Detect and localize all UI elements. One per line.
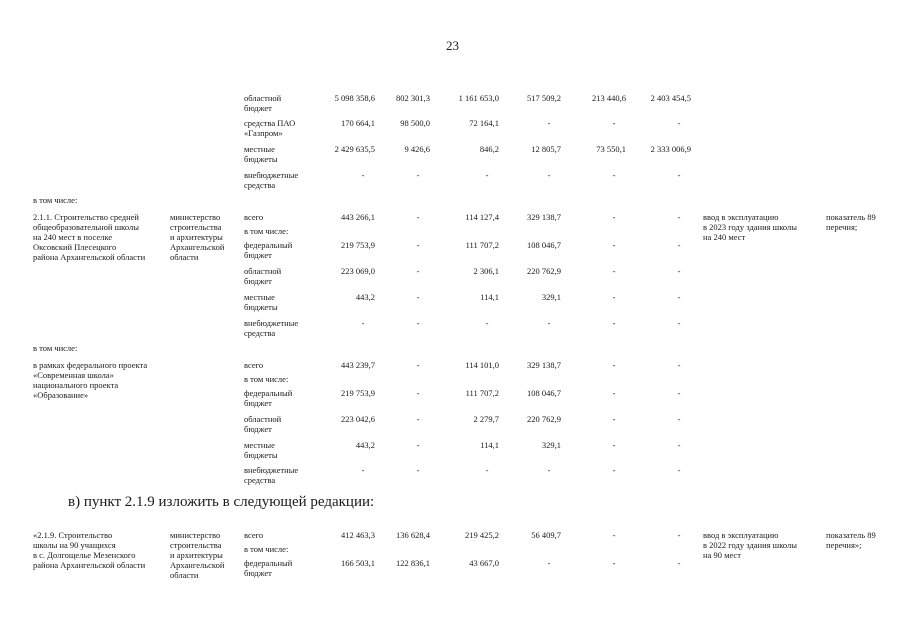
executor: министерство: [170, 212, 221, 222]
funding-source: бюджеты: [244, 302, 278, 312]
result: на 240 мест: [703, 232, 746, 242]
value-2023-cell: 2 333 006,9: [650, 144, 691, 154]
value-2020-cell: 43 667,0: [469, 558, 499, 568]
funding-source: средства: [244, 328, 276, 338]
value-2023-cell: -: [677, 292, 681, 302]
funding-source: бюджет: [244, 250, 272, 260]
value-2019-cell: -: [416, 212, 420, 222]
value-2019-cell: -: [416, 440, 420, 450]
value-2022-cell: -: [612, 318, 616, 328]
total-value-cell: 219 753,9: [341, 388, 375, 398]
funding-source: всего: [244, 530, 264, 540]
indicator: перечня;: [826, 222, 858, 232]
measure-name: района Архангельской области: [33, 252, 146, 262]
result: на 90 мест: [703, 550, 741, 560]
total-value-cell: 223 042,6: [341, 414, 375, 424]
value-2022-cell: -: [612, 212, 616, 222]
total-value-cell: 223 069,0: [341, 266, 375, 276]
value-2020-cell: 219 425,2: [465, 530, 499, 540]
total-value-cell: -: [361, 318, 365, 328]
value-2020-cell: 111 707,2: [465, 240, 499, 250]
funding-source: областной: [244, 414, 282, 424]
section-heading: в) пункт 2.1.9 изложить в следующей редакции:: [68, 494, 375, 510]
value-2019-cell: 802 301,3: [396, 93, 430, 103]
funding-source: средства: [244, 475, 276, 485]
total-value-cell: -: [361, 465, 365, 475]
value-2020-cell: 846,2: [479, 144, 499, 154]
value-2023-cell: -: [677, 558, 681, 568]
value-2021-cell: 517 509,2: [527, 93, 561, 103]
value-2021-cell: 108 046,7: [527, 388, 561, 398]
total-value-cell: 219 753,9: [341, 240, 375, 250]
value-2019-cell: -: [416, 318, 420, 328]
value-2019-cell: -: [416, 360, 420, 370]
in-total-label: в том числе:: [33, 343, 78, 353]
funding-source: «Газпром»: [244, 128, 283, 138]
executor: области: [170, 252, 199, 262]
indicator: показатель 89: [826, 530, 876, 540]
value-2021-cell: 56 409,7: [531, 530, 561, 540]
funding-source: в том числе:: [244, 544, 289, 554]
value-2020-cell: 1 161 653,0: [458, 93, 499, 103]
funding-source: бюджет: [244, 276, 272, 286]
funding-source: внебюджетные: [244, 318, 299, 328]
funding-source: областной: [244, 266, 282, 276]
executor: Архангельской: [170, 560, 225, 570]
measure-name: 2.1.1. Строительство средней: [33, 212, 139, 222]
value-2021-cell: -: [547, 118, 551, 128]
total-value-cell: -: [361, 170, 365, 180]
project-name: «Современная школа»: [33, 370, 114, 380]
value-2022-cell: -: [612, 292, 616, 302]
funding-source: областной: [244, 93, 282, 103]
value-2021-cell: -: [547, 170, 551, 180]
funding-source: средства: [244, 180, 276, 190]
funding-source: бюджет: [244, 103, 272, 113]
value-2020-cell: 2 306,1: [473, 266, 499, 276]
value-2023-cell: -: [677, 388, 681, 398]
value-2020-cell: 114 101,0: [465, 360, 499, 370]
value-2019-cell: 98 500,0: [400, 118, 430, 128]
executor: и архитектуры: [170, 550, 223, 560]
measure-name: района Архангельской области: [33, 560, 146, 570]
value-2023-cell: -: [677, 212, 681, 222]
value-2019-cell: 122 836,1: [396, 558, 430, 568]
total-value-cell: 2 429 635,5: [334, 144, 375, 154]
result: в 2023 году здания школы: [703, 222, 798, 232]
value-2023-cell: -: [677, 240, 681, 250]
total-value-cell: 170 664,1: [341, 118, 375, 128]
value-2022-cell: -: [612, 530, 616, 540]
value-2021-cell: -: [547, 465, 551, 475]
value-2020-cell: 114 127,4: [465, 212, 499, 222]
value-2022-cell: -: [612, 388, 616, 398]
value-2020-cell: 111 707,2: [465, 388, 499, 398]
measure-name: «2.1.9. Строительство: [33, 530, 113, 540]
total-value-cell: 412 463,3: [341, 530, 375, 540]
funding-source: внебюджетные: [244, 170, 299, 180]
funding-source: местные: [244, 440, 275, 450]
funding-source: всего: [244, 360, 264, 370]
value-2023-cell: -: [677, 266, 681, 276]
value-2022-cell: -: [612, 414, 616, 424]
result: ввод в эксплуатацию: [703, 530, 779, 540]
value-2020-cell: -: [485, 170, 489, 180]
indicator: показатель 89: [826, 212, 876, 222]
total-value-cell: 443 239,7: [341, 360, 375, 370]
funding-source: федеральный: [244, 388, 293, 398]
in-total-label: в том числе:: [33, 195, 78, 205]
value-2022-cell: -: [612, 240, 616, 250]
value-2019-cell: 9 426,6: [404, 144, 430, 154]
value-2019-cell: -: [416, 266, 420, 276]
value-2019-cell: -: [416, 414, 420, 424]
executor: и архитектуры: [170, 232, 223, 242]
value-2021-cell: -: [547, 318, 551, 328]
value-2022-cell: -: [612, 440, 616, 450]
value-2023-cell: -: [677, 414, 681, 424]
value-2023-cell: -: [677, 170, 681, 180]
funding-source: средства ПАО: [244, 118, 296, 128]
value-2023-cell: -: [677, 118, 681, 128]
value-2021-cell: 12 805,7: [531, 144, 561, 154]
value-2021-cell: 329 138,7: [527, 360, 561, 370]
value-2023-cell: 2 403 454,5: [650, 93, 691, 103]
total-value-cell: 166 503,1: [341, 558, 375, 568]
project-name: национального проекта: [33, 380, 119, 390]
value-2019-cell: -: [416, 170, 420, 180]
value-2019-cell: -: [416, 388, 420, 398]
value-2021-cell: 108 046,7: [527, 240, 561, 250]
value-2022-cell: -: [612, 118, 616, 128]
value-2020-cell: -: [485, 318, 489, 328]
measure-name: школы на 90 учащихся: [33, 540, 116, 550]
value-2020-cell: 72 164,1: [469, 118, 499, 128]
value-2022-cell: -: [612, 266, 616, 276]
executor: министерство: [170, 530, 221, 540]
value-2020-cell: -: [485, 465, 489, 475]
executor: Архангельской: [170, 242, 225, 252]
value-2020-cell: 114,1: [480, 440, 499, 450]
value-2022-cell: 73 550,1: [596, 144, 626, 154]
result: в 2022 году здания школы: [703, 540, 798, 550]
value-2019-cell: -: [416, 240, 420, 250]
funding-source: в том числе:: [244, 226, 289, 236]
value-2019-cell: -: [416, 292, 420, 302]
funding-source: бюджеты: [244, 450, 278, 460]
indicator: перечня»;: [826, 540, 862, 550]
value-2021-cell: 220 762,9: [527, 414, 561, 424]
funding-source: бюджет: [244, 424, 272, 434]
value-2019-cell: -: [416, 465, 420, 475]
measure-name: в с. Долгощелье Мезенского: [33, 550, 136, 560]
funding-source: местные: [244, 292, 275, 302]
value-2022-cell: -: [612, 170, 616, 180]
measure-name: общеобразовательной школы: [33, 222, 139, 232]
value-2023-cell: -: [677, 360, 681, 370]
value-2023-cell: -: [677, 440, 681, 450]
executor: строительства: [170, 540, 222, 550]
value-2023-cell: -: [677, 318, 681, 328]
result: ввод в эксплуатацию: [703, 212, 779, 222]
value-2020-cell: 2 279,7: [473, 414, 499, 424]
value-2021-cell: -: [547, 558, 551, 568]
value-2020-cell: 114,1: [480, 292, 499, 302]
funding-source: бюджеты: [244, 154, 278, 164]
funding-source: бюджет: [244, 568, 272, 578]
total-value-cell: 443,2: [355, 292, 375, 302]
value-2022-cell: 213 440,6: [592, 93, 626, 103]
funding-source: федеральный: [244, 558, 293, 568]
project-name: в рамках федерального проекта: [33, 360, 148, 370]
funding-source: федеральный: [244, 240, 293, 250]
value-2023-cell: -: [677, 530, 681, 540]
funding-source: в том числе:: [244, 374, 289, 384]
funding-source: бюджет: [244, 398, 272, 408]
value-2023-cell: -: [677, 465, 681, 475]
value-2019-cell: 136 628,4: [396, 530, 430, 540]
value-2021-cell: 329,1: [541, 292, 561, 302]
value-2022-cell: -: [612, 558, 616, 568]
executor: области: [170, 570, 199, 580]
value-2022-cell: -: [612, 465, 616, 475]
page-number: 23: [446, 38, 459, 53]
value-2022-cell: -: [612, 360, 616, 370]
value-2021-cell: 329 138,7: [527, 212, 561, 222]
total-value-cell: 443 266,1: [341, 212, 375, 222]
measure-name: Оксовский Плесецкого: [33, 242, 117, 252]
project-name: «Образование»: [33, 390, 89, 400]
total-value-cell: 5 098 358,6: [334, 93, 375, 103]
funding-source: внебюджетные: [244, 465, 299, 475]
executor: строительства: [170, 222, 222, 232]
value-2021-cell: 329,1: [541, 440, 561, 450]
measure-name: на 240 мест в поселке: [33, 232, 113, 242]
total-value-cell: 443,2: [355, 440, 375, 450]
funding-source: местные: [244, 144, 275, 154]
funding-source: всего: [244, 212, 264, 222]
value-2021-cell: 220 762,9: [527, 266, 561, 276]
